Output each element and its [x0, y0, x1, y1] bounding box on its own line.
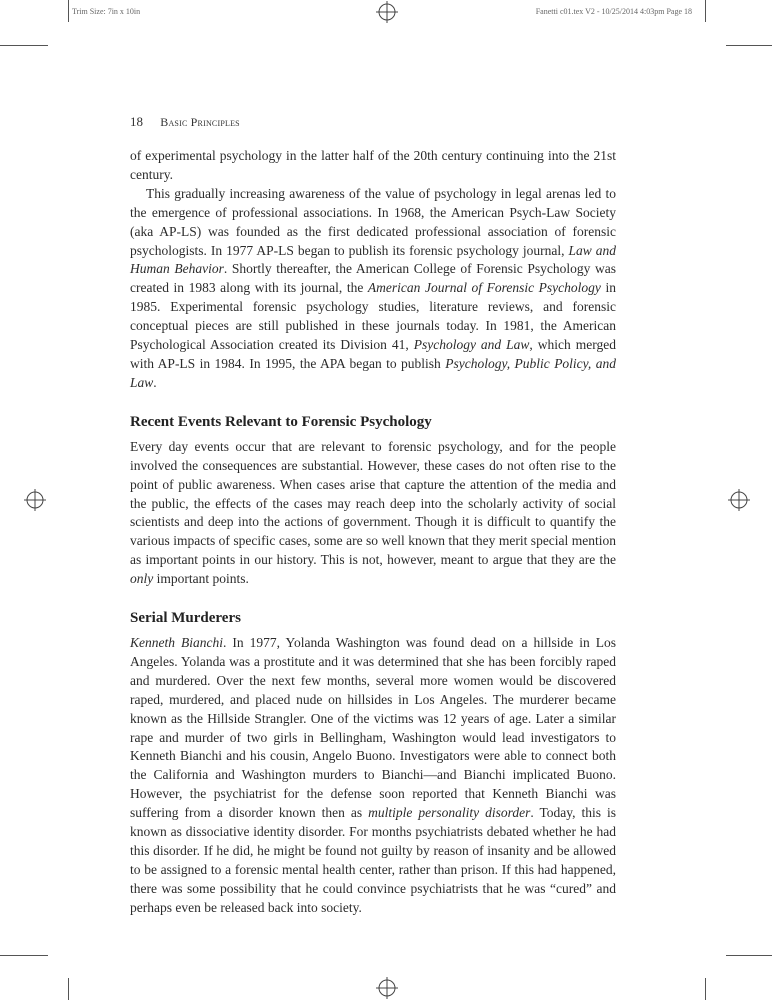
crop-mark-top-right-h [726, 45, 772, 46]
journal-title: American Journal of Forensic Psychology [367, 280, 601, 296]
crop-mark-top-right-v [705, 0, 706, 22]
page-body [130, 147, 616, 918]
crop-mark-bottom-left-h [0, 955, 48, 956]
text-run: . In 1977, Yolanda Washington was found dead on a hillside in Los Angeles. Yolanda was a prostitute and it was determined that she has been forcibly raped and murdered. Over the next few months, several more women would be discovered raped, murdered, and placed nude on hillsides in Los Angeles. The murderer became known as the Hillside Strangler. One of the victims was 12 years of age. Later a similar rape and murder of two girls in Bellingham, Washington would lead investigators to Kenneth Bianchi and his cousin, Angelo Buono. Investigators were able to connect both the California and Washington murders to Bianchi—and Bianchi implicated Buono. However, the psychiatrist for the defense soon reported that Kenneth Bianchi was suffering from a disorder known then as [130, 635, 616, 821]
emphasis: multiple personality disorder [368, 805, 531, 821]
section-heading-serial-murderers: Serial Murderers [130, 610, 241, 627]
paragraph-recent-events [130, 438, 616, 589]
running-head-title: Basic Principles [160, 115, 240, 129]
text-run: Every day events occur that are relevant to forensic psychology, and for the people involved the consequences are substantial. However, these cases do not often rise to the point of public awareness. When cases arise that capture the attention of the media and the public, the effects of the cases may reach deep into the scholarly activity of social scientists and deep into the actions of government. Though it is difficult to quantify the various impacts of specific cases, some are so well known that they merit special mention as important points in our history. This is not, however, meant to argue that they are the [130, 438, 616, 568]
running-head [130, 114, 240, 130]
slug-trim-size: Trim Size: 7in x 10in [72, 7, 141, 16]
journal-title: Law and Human Behavior [130, 242, 616, 277]
text-run: in 1985. Experimental forensic psychology studies, literature reviews, and forensic conceptual pieces are still published in these journals today. In 1981, the American Psychological Association created its Division 41, [130, 280, 616, 353]
division-title: Psychology and Law [413, 337, 530, 353]
crop-mark-bottom-right-v [705, 978, 706, 1000]
text-run: . [153, 374, 157, 390]
slug-file-info: Fanetti c01.tex V2 - 10/25/2014 4:03pm Page 18 [535, 7, 692, 16]
emphasis: only [130, 571, 154, 587]
text-run: . Today, this is known as dissociative identity disorder. For months psychiatrists debated whether he had this disorder. If he did, he might be found not guilty by reason of insanity and be allowed to be assigned to a forensic mental health center, rather than prison. If this had happened, there was some possibility that he could convince psychiatrists that he was “cured” and perhaps even be released back into society. [130, 805, 616, 915]
registration-mark-right-icon [728, 489, 750, 511]
crop-mark-top-left-h [0, 45, 48, 46]
journal-title: Psychology, Public Policy, and Law [130, 355, 616, 390]
text-run: important points. [153, 571, 249, 587]
page-number: 18 [130, 114, 143, 129]
registration-mark-left-icon [24, 489, 46, 511]
section-heading-recent-events: Recent Events Relevant to Forensic Psychology [130, 413, 432, 430]
paragraph-continuation: of experimental psychology in the latter half of the 20th century continuing into the 21st century. [130, 148, 616, 182]
text-run: . Shortly thereafter, the American College of Forensic Psychology was created in 1983 along with its journal, the [130, 261, 616, 296]
crop-mark-top-left-v [68, 0, 69, 22]
registration-mark-bottom-icon [376, 977, 398, 999]
case-name: Kenneth Bianchi [130, 635, 223, 651]
text-run: , which merged with AP-LS in 1984. In 1995, the APA began to publish [130, 337, 616, 371]
text-run: This gradually increasing awareness of the value of psychology in legal arenas led to the emergence of professional associations. In 1968, the American Psych-Law Society (aka AP-LS) was founded as the first dedicated professional association of forensic psychologists. In 1977 AP-LS began to publish its forensic psychology journal, [130, 185, 616, 258]
crop-mark-bottom-left-v [68, 978, 69, 1000]
paragraph-professional-associations [130, 185, 616, 393]
crop-mark-bottom-right-h [726, 955, 772, 956]
paragraph-kenneth-bianchi [130, 634, 616, 918]
registration-mark-top-icon [376, 1, 398, 23]
